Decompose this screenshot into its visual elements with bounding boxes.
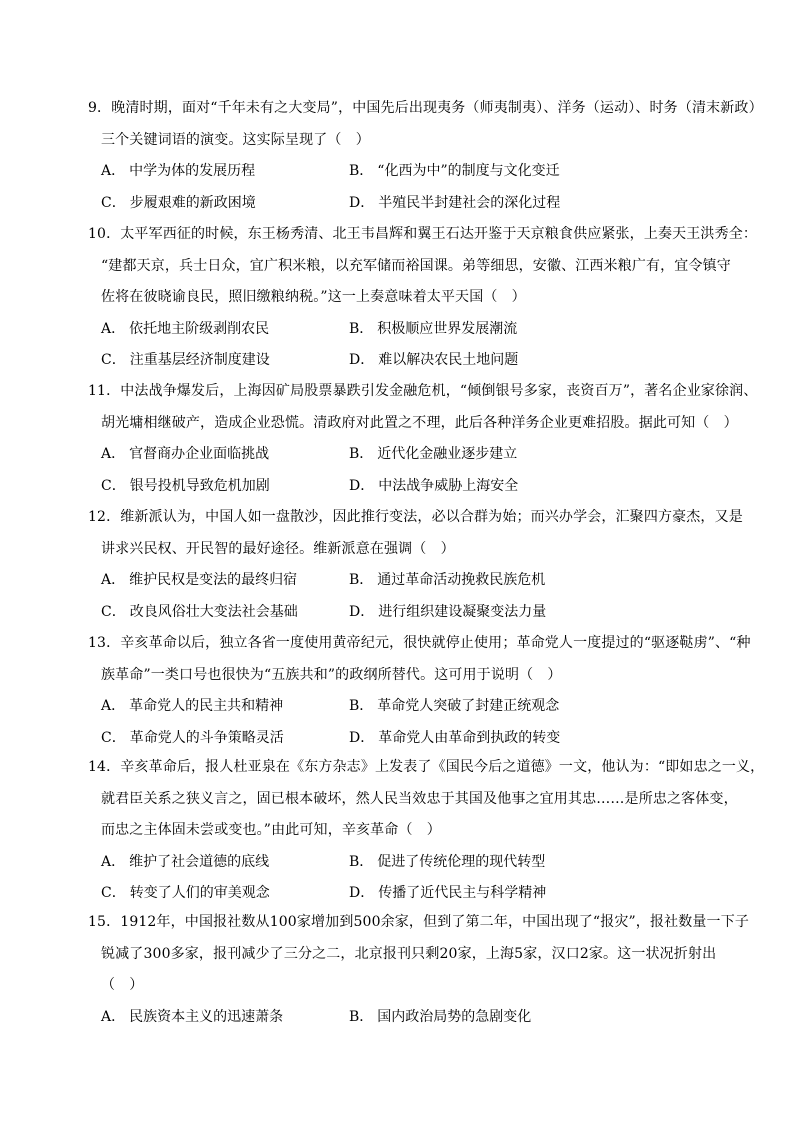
stem-line: （ ） <box>101 977 144 993</box>
option-d[interactable]: D． 传播了近代民主与科学精神 <box>349 885 547 901</box>
question-number: 9． <box>88 100 112 116</box>
option-c[interactable]: C． 银号投机导致危机加剧 <box>101 477 270 494</box>
question-number: 12． <box>88 509 121 525</box>
option-d[interactable]: D． 进行组织建设凝聚变法力量 <box>349 603 547 620</box>
option-c[interactable]: C． 转变了人们的审美观念 <box>101 885 270 901</box>
stem-line: 讲求兴民权、开民智的最好途径。维新派意在强调（ ） <box>101 540 455 557</box>
option-b[interactable]: B． 积极顺应世界发展潮流 <box>349 320 518 337</box>
option-d[interactable]: D． 革命党人由革命到执政的转变 <box>349 729 561 746</box>
question-stem <box>88 93 763 156</box>
question-13 <box>88 628 751 754</box>
option-d[interactable]: D． 难以解决农民土地问题 <box>349 352 519 368</box>
option-row <box>101 723 738 755</box>
stem-line: 锐减了300多家，报刊减少了三分之二，北京报刊只剩20家，上海5家，汉口2家。这一状况折射出 <box>101 945 717 962</box>
question-12 <box>88 502 743 628</box>
option-row <box>101 156 738 188</box>
option-list <box>88 691 738 754</box>
question-14 <box>88 752 765 910</box>
stem-line: 佐将在彼晓谕良民，照旧缴粮纳税。”这一上奏意味着太平天国（ ） <box>101 289 526 305</box>
stem-line: 三个关键词语的演变。这实际呈现了（ ） <box>101 131 370 148</box>
option-row <box>101 188 738 220</box>
stem-line: 就君臣关系之狭义言之，固已根本破坏，然人民当效忠于其国及他事之宜用其忠……是所忠之客体变， <box>101 790 738 807</box>
option-a[interactable]: A． 官督商办企业面临挑战 <box>101 446 270 462</box>
question-number: 13． <box>88 635 121 651</box>
stem-line: 族革命”一类口号也很快为“五族共和”的政纲所替代。这可用于说明（ ） <box>101 666 562 683</box>
stem-line: 12．维新派认为，中国人如一盘散沙，因此推行变法，必以合群为始；而兴办学会，汇聚四方豪杰，又是 <box>88 509 743 525</box>
option-c[interactable]: C． 注重基层经济制度建设 <box>101 352 270 368</box>
option-row <box>101 314 738 346</box>
option-a[interactable]: A． 中学为体的发展历程 <box>101 163 256 179</box>
stem-line: 10．太平军西征的时候，东王杨秀清、北王韦昌辉和翼王石达开鉴于天京粮食供应紧张，上奏天王洪秀全： <box>88 226 758 242</box>
question-stem <box>88 907 749 1002</box>
option-list <box>88 156 738 219</box>
option-list <box>88 847 738 910</box>
option-row <box>101 878 738 910</box>
question-stem <box>88 752 765 847</box>
option-list <box>88 565 738 628</box>
question-stem <box>88 376 758 439</box>
option-d[interactable]: D． 中法战争威胁上海安全 <box>349 477 519 494</box>
question-stem <box>88 628 751 691</box>
question-stem <box>88 502 743 565</box>
question-15 <box>88 907 749 1033</box>
stem-line: 14．辛亥革命后，报人杜亚泉在《东方杂志》上发表了《国民今后之道德》一文，他认为：“即如忠之一义， <box>88 759 765 775</box>
option-b[interactable]: B． 国内政治局势的急剧变化 <box>349 1008 532 1025</box>
option-a[interactable]: A． 维护民权是变法的最终归宿 <box>101 572 298 588</box>
option-row <box>101 471 738 503</box>
stem-line: 胡光墉相继破产，造成企业恐慌。清政府对此置之不理，此后各种洋务企业更难招股。据此可知（ ） <box>101 414 738 431</box>
option-a[interactable]: A． 革命党人的民主共和精神 <box>101 698 284 714</box>
question-number: 10． <box>88 226 121 242</box>
option-row <box>101 1002 738 1034</box>
option-b[interactable]: B． 通过革命活动挽救民族危机 <box>349 572 546 588</box>
option-b[interactable]: B． “化西为中”的制度与文化变迁 <box>349 163 560 179</box>
stem-line: “建都天京，兵士日众，宜广积米粮，以充军储而裕国课。弟等细思，安徽、江西米粮广有，宜令镇守 <box>101 257 731 274</box>
stem-line: 9．晚清时期，面对“千年未有之大变局”，中国先后出现夷务（师夷制夷）、洋务（运动）、时务（清末新政） <box>88 100 763 116</box>
question-11 <box>88 376 758 502</box>
option-row <box>101 597 738 629</box>
option-b[interactable]: B． 近代化金融业逐步建立 <box>349 446 518 462</box>
question-9 <box>88 93 763 219</box>
option-row <box>101 565 738 597</box>
option-list <box>88 314 738 377</box>
option-b[interactable]: B． 革命党人突破了封建正统观念 <box>349 698 560 714</box>
option-d[interactable]: D． 半殖民半封建社会的深化过程 <box>349 194 561 211</box>
question-number: 11． <box>88 383 121 399</box>
stem-line: 而忠之主体固未尝或变也。”由此可知，辛亥革命（ ） <box>101 822 441 838</box>
option-a[interactable]: A． 维护了社会道德的底线 <box>101 853 270 870</box>
option-c[interactable]: C． 改良风俗壮大变法社会基础 <box>101 603 298 620</box>
option-row <box>101 691 738 723</box>
option-list <box>88 439 738 502</box>
option-row <box>101 847 738 879</box>
stem-line: 13．辛亥革命以后，独立各省一度使用黄帝纪元，很快就停止使用；革命党人一度提过的“驱逐鞑虏”、“种 <box>88 635 751 651</box>
option-a[interactable]: A． 依托地主阶级剥削农民 <box>101 320 270 337</box>
option-c[interactable]: C． 革命党人的斗争策略灵活 <box>101 729 284 746</box>
option-c[interactable]: C． 步履艰难的新政困境 <box>101 194 256 211</box>
option-row <box>101 345 738 377</box>
question-stem <box>88 219 758 314</box>
option-list <box>88 1002 738 1034</box>
option-b[interactable]: B． 促进了传统伦理的现代转型 <box>349 853 546 870</box>
option-a[interactable]: A． 民族资本主义的迅速萧条 <box>101 1008 284 1025</box>
question-number: 15． <box>88 914 121 930</box>
question-number: 14． <box>88 759 121 775</box>
question-10 <box>88 219 758 377</box>
stem-line: 11．中法战争爆发后，上海因矿局股票暴跌引发金融危机，“倾倒银号多家，丧资百万”，著名企业家徐润、 <box>88 383 758 399</box>
stem-line: 15．1912年，中国报社数从100家增加到500余家，但到了第二年，中国出现了“报灾”，报社数量一下子 <box>88 914 749 930</box>
option-row <box>101 439 738 471</box>
